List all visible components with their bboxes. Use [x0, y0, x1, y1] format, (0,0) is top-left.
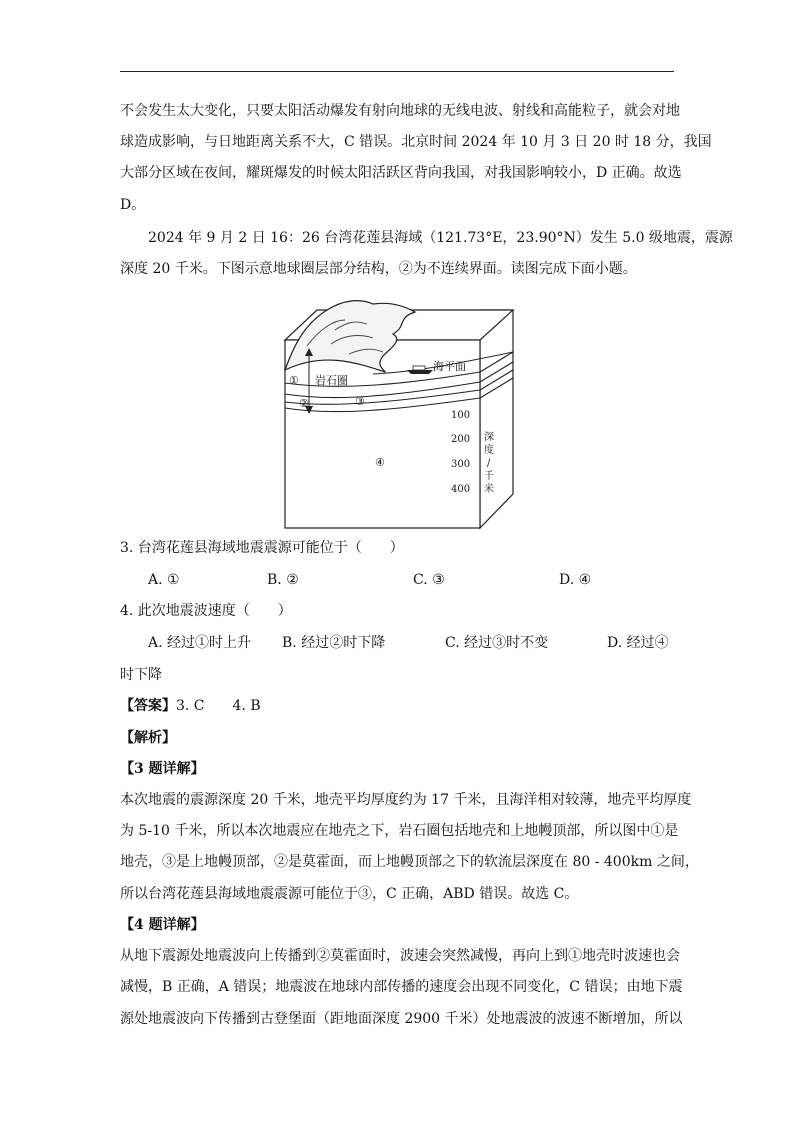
answer-label: 【答案】: [120, 698, 176, 714]
depth-axis-char: 深: [484, 432, 494, 443]
text-line: 2024 年 9 月 2 日 16：26 台湾花莲县海域（121.73°E，23.90°N）发生 5.0 级地震，震源: [148, 230, 733, 246]
header-rule: [120, 71, 674, 72]
q3-option-b[interactable]: B. ②: [267, 572, 299, 588]
q3-detail-heading: 【3 题详解】: [120, 761, 205, 777]
q4-detail-line: 从地下震源处地震波向上传播到②莫霍面时，波速会突然减慢，再向上到①地壳时波速也会: [120, 948, 680, 964]
q4-option-c[interactable]: C. 经过③时不变: [445, 635, 549, 651]
q4-option-d[interactable]: D. 经过④: [607, 635, 669, 651]
q3-detail-line: 所以台湾花莲县海域地震震源可能位于③，C 正确，ABD 错误。故选 C。: [120, 886, 579, 902]
depth-axis-char: /: [487, 458, 491, 469]
text-line: 深度 20 千米。下图示意地球圈层部分结构，②为不连续界面。读图完成下面小题。: [120, 261, 637, 277]
answer-value: 3. C 4. B: [176, 698, 261, 714]
q4-option-b[interactable]: B. 经过②时下降: [282, 635, 386, 651]
depth-tick: 200: [451, 434, 471, 445]
q3-detail-line: 地壳，③是上地幔顶部，②是莫霍面，而上地幔顶部之下的软流层深度在 80 - 400km 之间，: [120, 854, 699, 870]
sea-level-label: 海平面: [433, 360, 466, 373]
q3-detail-line: 为 5-10 千米，所以本次地震应在地壳之下，岩石圈包括地壳和上地幔顶部，所以图中①是: [120, 823, 679, 839]
answer-line: [120, 696, 261, 716]
block-right-face: [480, 310, 513, 528]
zone-3-label: ③: [355, 395, 365, 408]
text-line: D。: [120, 197, 146, 213]
q4-detail-line: 减慢，B 正确，A 错误；地震波在地球内部传播的速度会出现不同变化，C 错误；由地下震: [120, 979, 683, 995]
analysis-label: 【解析】: [120, 730, 176, 746]
q3-option-a[interactable]: A. ①: [148, 572, 180, 588]
lithosphere-label: 岩石圈: [315, 374, 348, 387]
q4-detail-line: 源处地震波向下传播到古登堡面（距地面深度 2900 千米）处地震波的波速不断增加，所以: [120, 1011, 683, 1027]
q4-option-d-wrap: 时下降: [120, 667, 162, 683]
zone-1-label: ①: [289, 374, 299, 387]
q3-detail-line: 本次地震的震源深度 20 千米，地壳平均厚度约为 17 千米，且海洋相对较薄，地壳平均厚度: [120, 792, 692, 808]
q3-option-d[interactable]: D. ④: [559, 572, 592, 588]
zone-4-label: ④: [375, 456, 385, 469]
earth-layers-diagram: [275, 290, 525, 530]
depth-tick: 300: [451, 459, 471, 470]
depth-tick: 400: [451, 484, 471, 495]
text-line: 球造成影响，与日地距离关系不大，C 错误。北京时间 2024 年 10 月 3 日 20 时 18 分，我国: [120, 134, 712, 150]
depth-axis-char: 度: [484, 445, 494, 456]
text-line: 不会发生太大变化，只要太阳活动爆发有射向地球的无线电波、射线和高能粒子，就会对地: [120, 103, 680, 119]
question-3-stem: 3. 台湾花莲县海域地震震源可能位于（ ）: [120, 540, 404, 556]
q4-option-a[interactable]: A. 经过①时上升: [148, 635, 252, 651]
q4-detail-heading: 【4 题详解】: [120, 917, 205, 933]
depth-tick: 100: [451, 410, 471, 421]
zone-2-label: ②: [299, 397, 309, 410]
q3-option-c[interactable]: C. ③: [413, 572, 445, 588]
question-4-stem: 4. 此次地震波速度（ ）: [120, 603, 292, 619]
depth-axis-char: 米: [484, 484, 494, 495]
depth-axis-char: 千: [484, 471, 494, 482]
text-line: 大部分区域在夜间，耀斑爆发的时候太阳活跃区背向我国，对我国影响较小，D 正确。故选: [120, 165, 682, 181]
